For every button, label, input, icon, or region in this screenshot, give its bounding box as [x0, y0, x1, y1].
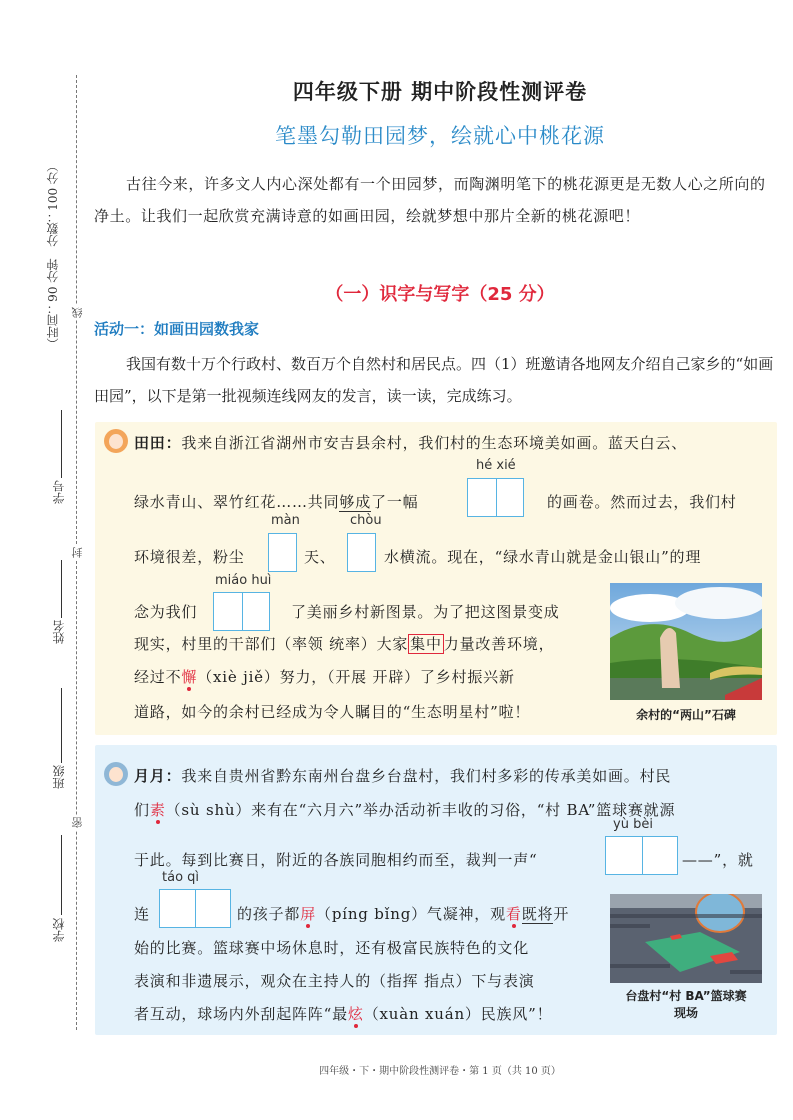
avatar-boy-icon: [104, 429, 128, 453]
cut-mark-seal: 封: [71, 547, 84, 558]
speaker-name: 月月：: [134, 767, 182, 785]
answer-box-yubei[interactable]: [605, 836, 678, 875]
card1-line3b: 天、: [304, 548, 336, 566]
exam-info: （时间：90 分钟 分数：100 分）: [46, 160, 60, 350]
dotted-char: 看: [505, 905, 522, 923]
page-subtitle: 笔墨勾勒田园梦，绘就心中桃花源: [275, 124, 605, 148]
photo-caption-basketball: 台盘村“村 BA”篮球赛 现场: [625, 989, 747, 1020]
card2-line3a: 于此。每到比赛日，附近的各族同胞相约而至，裁判一声“: [134, 851, 538, 869]
page-title: 四年级下册 期中阶段性测评卷: [292, 80, 588, 104]
page-footer: 四年级・下・期中阶段性测评卷・第 1 页（共 10 页）: [319, 1066, 561, 1077]
speaker-name: 田田：: [134, 434, 182, 452]
card2-line7: 者互动，球场内外刮起阵阵“最炫（xuàn xuán）民族风”！: [134, 1005, 553, 1023]
card1-line3a: 环境很差，粉尘: [134, 548, 245, 566]
photo-stone-monument: [610, 583, 762, 700]
class-field[interactable]: [61, 688, 62, 763]
underlined-word: 够成: [339, 493, 372, 511]
card1-line1: 田田：我来自浙江省湖州市安吉县余村，我们村的生态环境美如画。蓝天白云、: [134, 434, 688, 452]
pinyin-miaohui: miáo huì: [215, 573, 272, 588]
answer-box-hexie[interactable]: [467, 478, 524, 517]
card2-line1: 月月：我来自贵州省黔东南州台盘乡台盘村，我们村多彩的传承美如画。村民: [134, 767, 672, 785]
pinyin-yubei: yù bèi: [613, 817, 653, 832]
answer-box-miaohui[interactable]: [213, 592, 270, 631]
cut-mark-line: 线: [71, 307, 84, 318]
card2-line4: 的孩子都屏（píng bǐng）气凝神，观看既将开: [237, 905, 570, 923]
school-label: 学校: [52, 918, 66, 942]
intro-paragraph: 古往今来，许多文人内心深处都有一个田园梦，而陶渊明笔下的桃花源更是无数人心之所向的净土。让我们一起欣赏充满诗意的如画田园，绘就梦想中那片全新的桃花源吧！: [94, 175, 766, 225]
section-intro: 我国有数十万个行政村、数百万个自然村和居民点。四（1）班邀请各地网友介绍自己家乡的“如画田园”，以下是第一批视频连线网友的发言，读一读，完成练习。: [94, 355, 774, 405]
photo-caption-monument: 余村的“两山”石碑: [636, 708, 736, 722]
boxed-word: 集中: [410, 635, 442, 653]
student-id-label: 学号: [52, 480, 66, 504]
card2-line2: 们素（sù shù）来有在“六月六”举办活动祈丰收的习俗，“村 BA”篮球赛就源: [134, 801, 676, 819]
card2-line4a: 连: [134, 905, 150, 923]
card1-line3c: 水横流。现在，“绿水青山就是金山银山”的理: [384, 548, 702, 566]
activity-title: 活动一：如画田园数我家: [94, 320, 260, 338]
pinyin-chou: chòu: [350, 513, 382, 528]
card2-line6: 表演和非遗展示，观众在主持人的（指挥 指点）下与表演: [134, 972, 535, 990]
underlined-word: 既将: [521, 905, 554, 923]
card1-line5: 现实，村里的干部们（率领 统率）大家 集中 力量改善环境，: [134, 635, 555, 653]
dotted-char: 懈: [181, 668, 198, 686]
card2-line3b: ——”，就: [682, 851, 754, 869]
pinyin-taoqi: táo qì: [162, 870, 200, 885]
card1-line4a: 念为我们: [134, 603, 198, 621]
student-id-field[interactable]: [61, 410, 62, 478]
answer-box-chou[interactable]: [347, 533, 376, 572]
dotted-char: 屏: [300, 905, 317, 923]
card1-line4b: 了美丽乡村新图景。为了把这图景变成: [291, 603, 560, 621]
card1-line7: 道路，如今的余村已经成为令人瞩目的“生态明星村”啦！: [134, 703, 531, 721]
avatar-girl-icon: [104, 762, 128, 786]
card1-line2: 绿水青山、翠竹红花……共同够成了一幅: [134, 493, 419, 511]
name-field[interactable]: [61, 560, 62, 618]
cut-mark-secret: 密: [71, 817, 84, 828]
card2-line5: 始的比赛。篮球赛中场休息时，还有极富民族特色的文化: [134, 939, 530, 957]
photo-basketball-game: [610, 894, 762, 983]
pinyin-hexie: hé xié: [476, 458, 516, 473]
dotted-char: 素: [149, 801, 166, 819]
answer-box-man[interactable]: [268, 533, 297, 572]
answer-box-taoqi[interactable]: [159, 889, 231, 928]
class-label: 班级: [52, 765, 66, 789]
card1-line6: 经过不懈（xiè jiě）努力，（开展 开辟）了乡村振兴新: [134, 668, 515, 686]
dotted-char: 炫: [347, 1005, 364, 1023]
pinyin-man: màn: [271, 513, 300, 528]
name-label: 姓名: [52, 620, 66, 644]
school-field[interactable]: [61, 835, 62, 915]
section-title: （一）识字与写字（25 分）: [325, 284, 555, 305]
card1-line2-end: 的画卷。然而过去，我们村: [547, 493, 737, 511]
